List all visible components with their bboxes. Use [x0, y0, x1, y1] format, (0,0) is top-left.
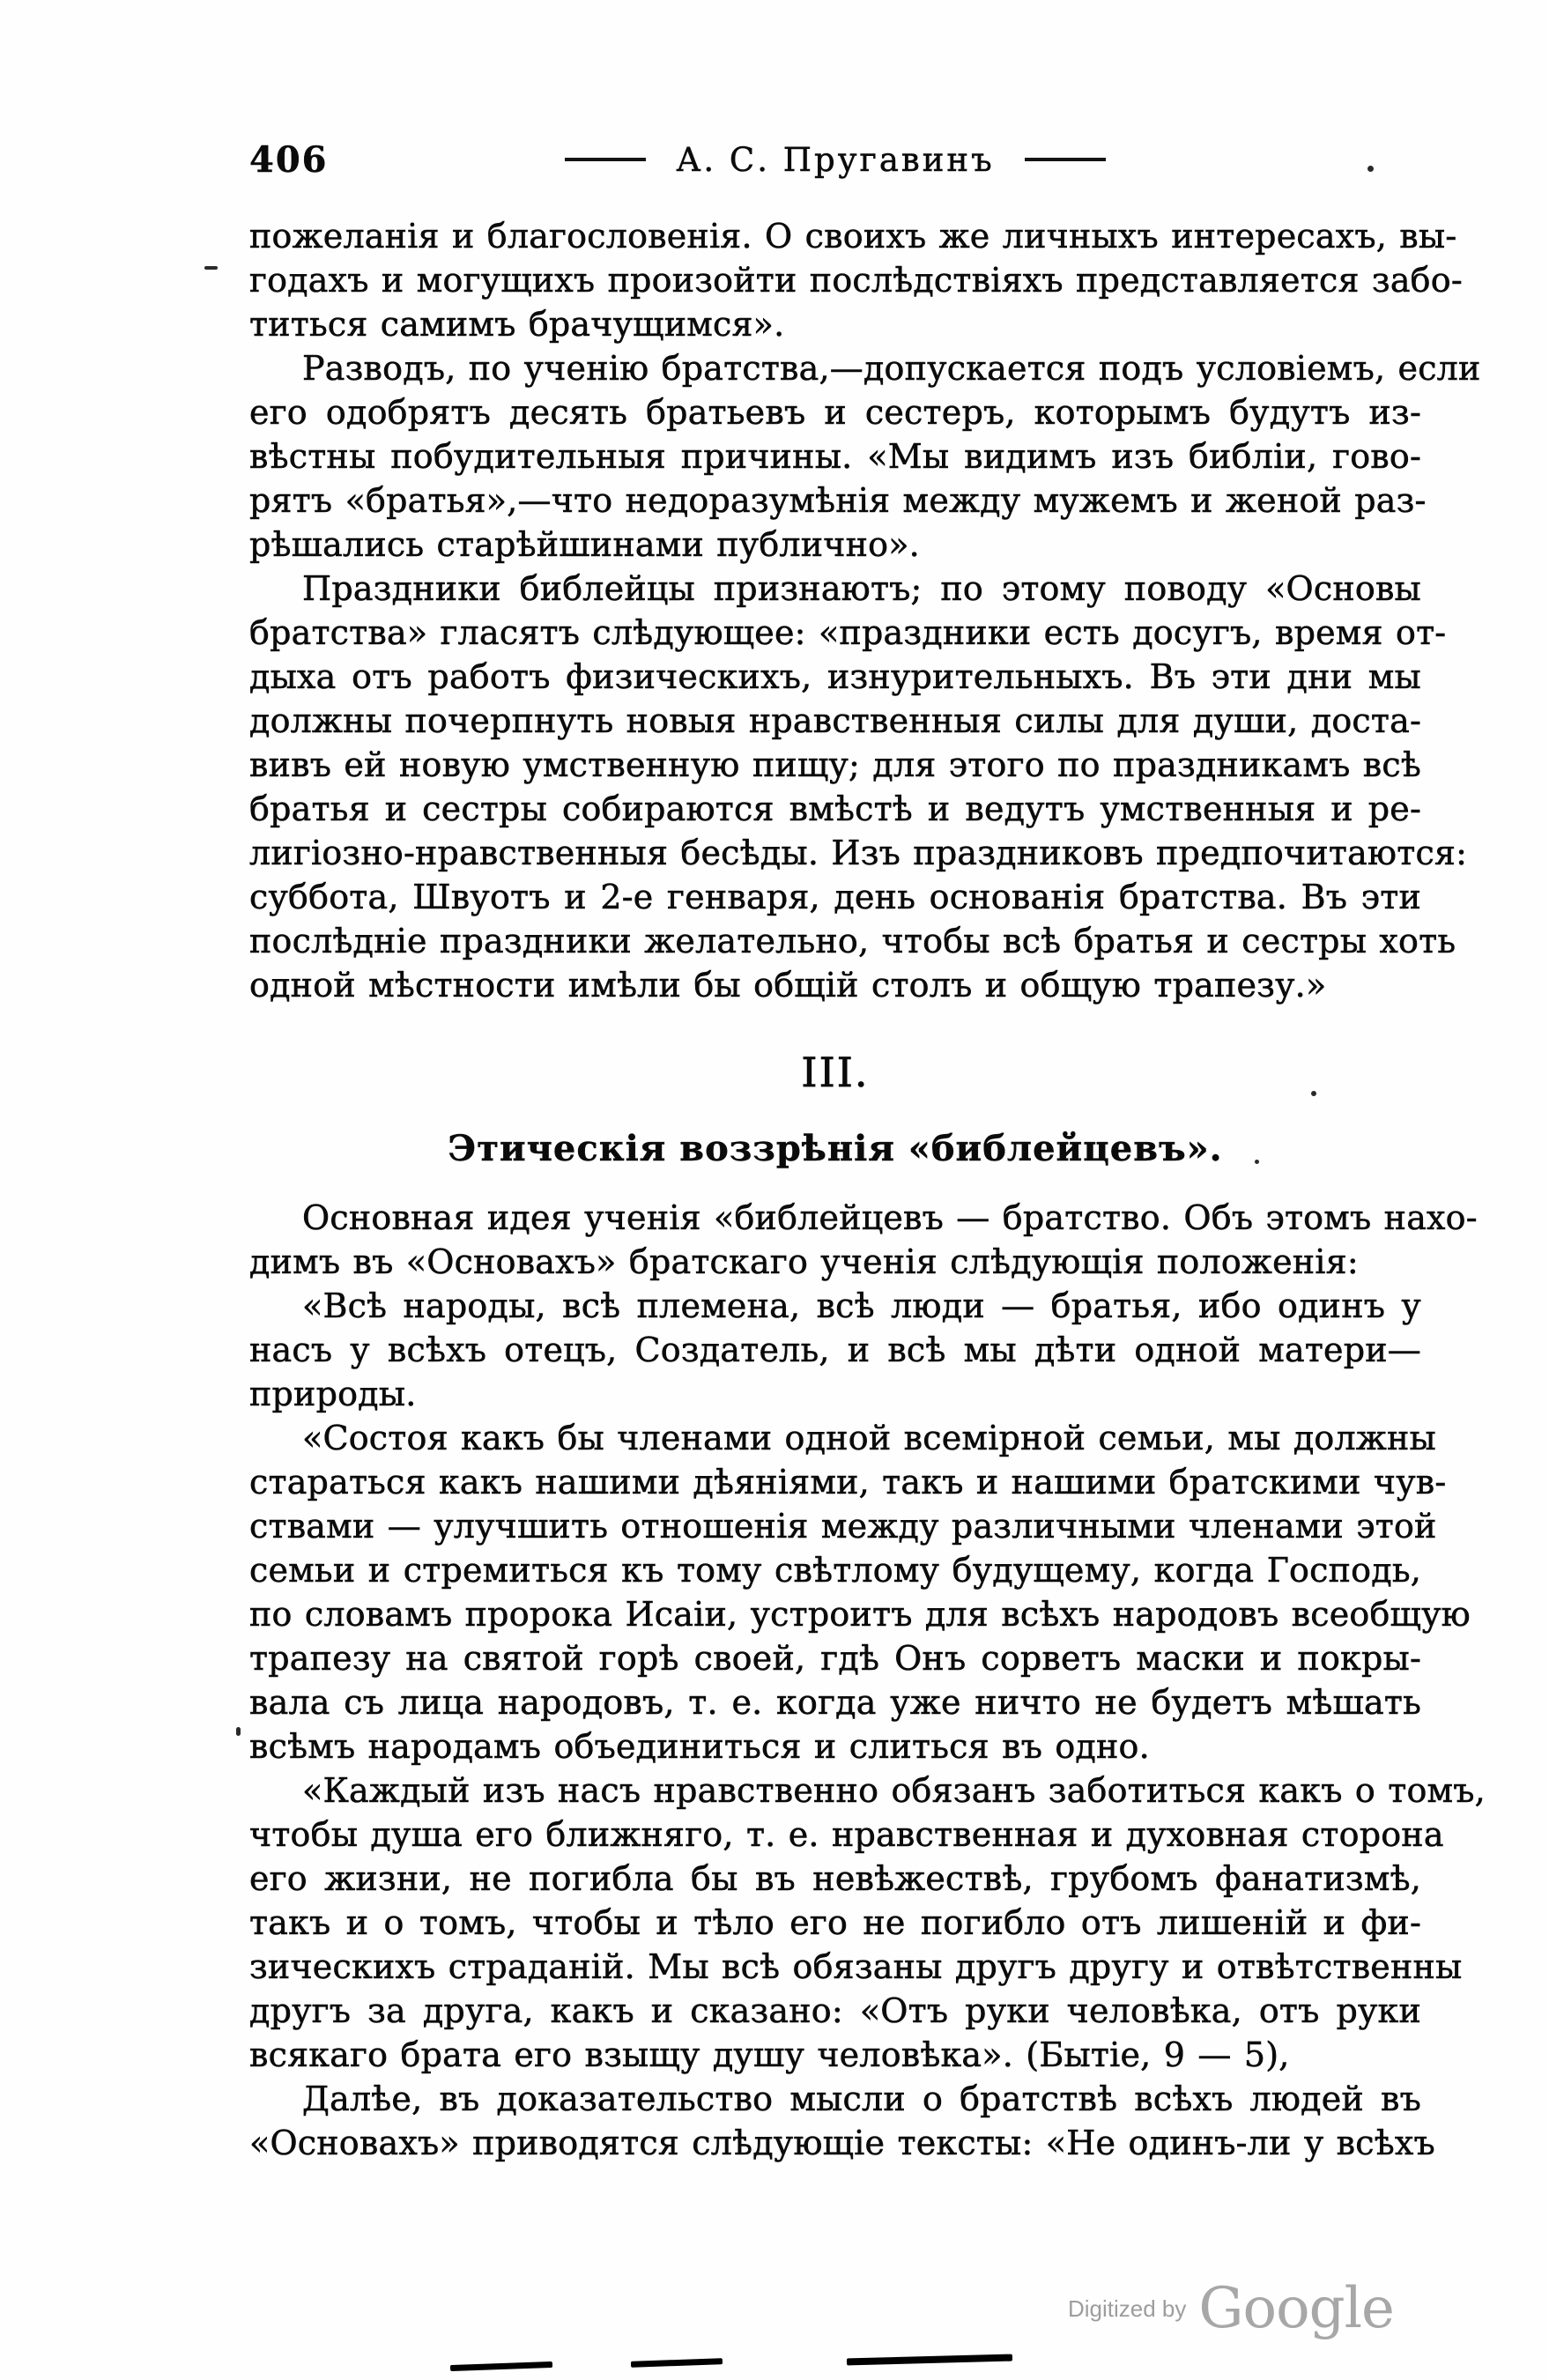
section-number: III. — [801, 1049, 870, 1096]
text-line: «Основахъ» приводятся слѣдующіе тексты: «Не одинъ-ли у всѣхъ — [249, 2124, 1435, 2162]
text-line: «Всѣ народы, всѣ племена, всѣ люди — братья, ибо одинъ у — [302, 1286, 1421, 1325]
scan-artifact — [847, 2354, 1012, 2366]
text-line: Праздники библейцы признаютъ; по этому поводу «Основы — [302, 569, 1421, 608]
text-line: дыха отъ работъ физическихъ, изнурительныхъ. Въ эти дни мы — [249, 657, 1421, 696]
page-body — [249, 214, 1486, 2165]
scan-speck — [1255, 1160, 1259, 1164]
text-line: Далѣе, въ доказательство мысли о братствѣ всѣхъ людей въ — [302, 2080, 1421, 2118]
scan-speck — [236, 1727, 241, 1736]
text-line: послѣдніе праздники желательно, чтобы всѣ братья и сестры хоть — [249, 922, 1456, 960]
page-number: 406 — [249, 139, 329, 181]
text-line: стараться какъ нашими дѣяніями, такъ и нашими братскими чув- — [249, 1463, 1447, 1501]
text-line: вала съ лица народовъ, т. е. когда уже ничто не будетъ мѣшать — [249, 1683, 1421, 1722]
scan-speck — [1311, 1091, 1316, 1096]
text-line: должны почерпнуть новыя нравственныя силы для души, доста- — [249, 701, 1421, 740]
text-line: лигіозно-нравственныя бесѣды. Изъ праздниковъ предпочитаются: — [249, 834, 1468, 872]
text-line: всякаго брата его взыщу душу человѣка». (Бытіе, 9 — 5), — [249, 2035, 1290, 2074]
scan-artifact — [450, 2361, 552, 2371]
text-line: такъ и о томъ, чтобы и тѣло его не погибло отъ лишеній и фи- — [249, 1903, 1421, 1942]
header-rule-left-icon — [565, 158, 646, 161]
text-line: суббота, Швуотъ и 2-е генваря, день основанія братства. Въ эти — [249, 878, 1421, 916]
text-line: насъ у всѣхъ отецъ, Создатель, и всѣ мы дѣти одной матери— — [249, 1331, 1421, 1369]
text-line: вивъ ей новую умственную пищу; для этого по праздникамъ всѣ — [249, 745, 1421, 784]
section-title: Этическія воззрѣнія «библейцевъ». — [448, 1128, 1223, 1169]
digitized-by-label: Digitized by — [1068, 2295, 1187, 2322]
google-watermark — [1068, 2273, 1394, 2344]
text-line: зическихъ страданій. Мы всѣ обязаны другъ другу и отвѣтственны — [249, 1947, 1463, 1986]
text-line: димъ въ «Основахъ» братскаго ученія слѣдующія положенія: — [249, 1242, 1359, 1281]
text-line: рятъ «братья»,—что недоразумѣнія между мужемъ и женой раз- — [249, 481, 1427, 520]
text-line: пожеланія и благословенія. О своихъ же личныхъ интересахъ, вы- — [249, 217, 1457, 256]
text-line: вѣстны побудительныя причины. «Мы видимъ изъ библіи, гово- — [249, 437, 1421, 476]
running-title-row — [249, 137, 1421, 182]
text-line: годахъ и могущихъ произойти послѣдствіяхъ представляется забо- — [249, 261, 1463, 300]
text-line: одной мѣстности имѣли бы общій столъ и общую трапезу.» — [249, 966, 1327, 1005]
text-line: семьи и стремиться къ тому свѣтлому будущему, когда Господь, — [249, 1551, 1421, 1590]
text-line: Разводъ, по ученію братства,—допускается подъ условіемъ, если — [302, 349, 1481, 388]
text-line: ствами — улучшить отношенія между различными членами этой — [249, 1507, 1437, 1546]
page-header — [249, 137, 1421, 182]
scan-artifact — [631, 2358, 723, 2368]
text-line: другъ за друга, какъ и сказано: «Отъ руки человѣка, отъ руки — [249, 1991, 1421, 2030]
text-line: трапезу на святой горѣ своей, гдѣ Онъ сорветъ маски и покры- — [249, 1639, 1421, 1678]
text-line: титься самимъ брачущимся». — [249, 305, 785, 344]
text-line: его одобрятъ десять братьевъ и сестеръ, которымъ будутъ из- — [249, 393, 1421, 432]
text-line: природы. — [249, 1375, 417, 1413]
text-line: всѣмъ народамъ объединиться и слиться въ одно. — [249, 1727, 1150, 1766]
text-line: его жизни, не погибла бы въ невѣжествѣ, грубомъ фанатизмѣ, — [249, 1859, 1421, 1898]
text-line: рѣшались старѣйшинами публично». — [249, 525, 920, 564]
text-line: по словамъ пророка Исаіи, устроитъ для всѣхъ народовъ всеобщую — [249, 1595, 1471, 1634]
text-line: чтобы душа его ближняго, т. е. нравственная и духовная сторона — [249, 1815, 1444, 1854]
running-title: А. С. Пругавинъ — [676, 140, 995, 179]
scan-speck — [1367, 166, 1374, 172]
header-rule-right-icon — [1025, 158, 1106, 161]
text-line: «Каждый изъ насъ нравственно обязанъ заботиться какъ о томъ, — [302, 1771, 1486, 1810]
text-line: «Состоя какъ бы членами одной всемірной семьи, мы должны — [302, 1419, 1436, 1457]
text-line: братья и сестры собираются вмѣстѣ и ведутъ умственныя и ре- — [249, 790, 1421, 828]
google-logo: Google — [1198, 2276, 1394, 2341]
scan-speck — [204, 266, 218, 270]
text-line: Основная идея ученія «библейцевъ — братство. Объ этомъ нахо- — [302, 1198, 1478, 1237]
text-line: братства» гласятъ слѣдующее: «праздники есть досугъ, время от- — [249, 613, 1447, 652]
